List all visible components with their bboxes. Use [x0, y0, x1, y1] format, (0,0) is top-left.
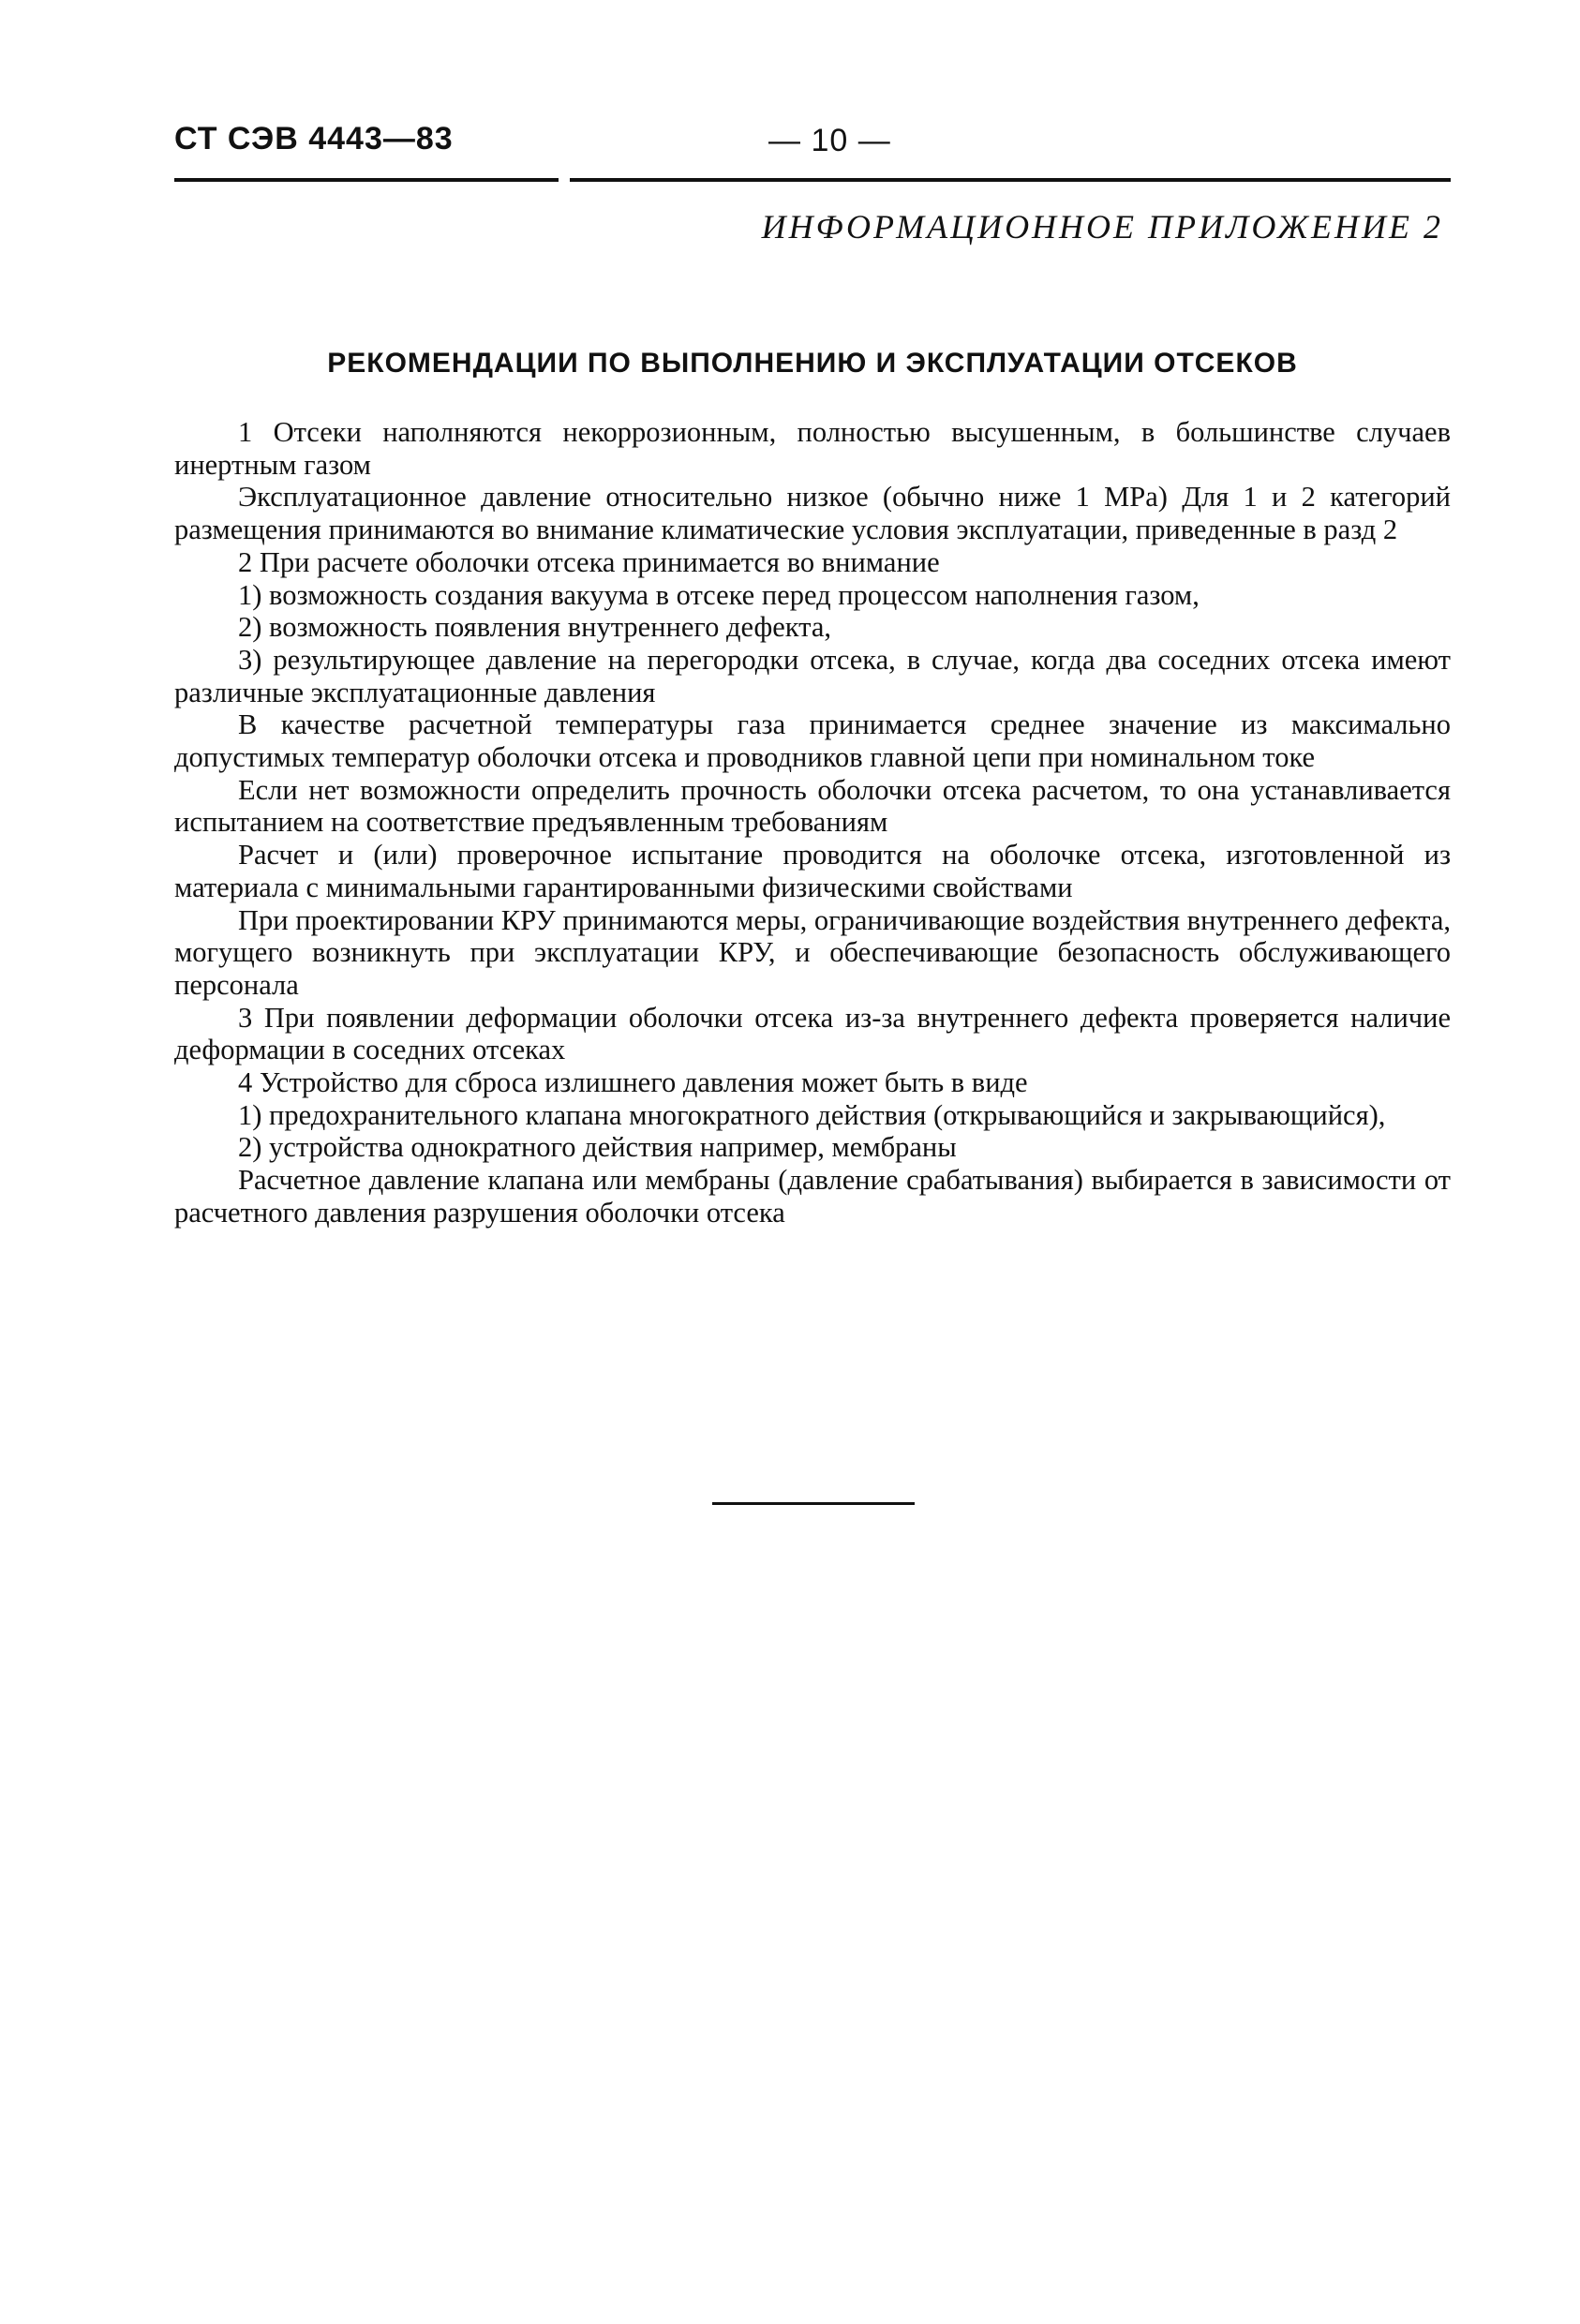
header-rule-left: [174, 178, 559, 182]
paragraph: Расчетное давление клапана или мембраны (давление срабатывания) выбирается в зависимости от расчетного давления разрушения оболочки отсека: [174, 1164, 1451, 1229]
paragraph: Если нет возможности определить прочность оболочки отсека расчетом, то она устанавливается испытанием на соответствие предъявленным требованиям: [174, 773, 1451, 839]
page-number: — 10 —: [768, 123, 891, 158]
end-of-text-rule: [712, 1502, 915, 1505]
paragraph: 1) возможность создания вакуума в отсеке перед процессом наполнения газом,: [238, 578, 1200, 611]
document-code: СТ СЭВ 4443—83: [174, 121, 454, 156]
paragraph: 4 Устройство для сброса излишнего давления может быть в виде: [238, 1066, 1028, 1099]
paragraph: В качестве расчетной температуры газа принимается среднее значение из максимально допустимых температур оболочки отсека и проводников главной цепи при номинальном токе: [174, 708, 1451, 774]
page-header: [0, 0, 1580, 246]
body-text: [174, 416, 1451, 1229]
paragraph: 2) устройства однократного действия например, мембраны: [238, 1131, 957, 1164]
paragraph: Эксплуатационное давление относительно низкое (обычно ниже 1 МРа) Для 1 и 2 категорий размещения принимаются во внимание климатические условия эксплуатации, приведенные в разд 2: [174, 481, 1451, 546]
paragraph: 2 При расчете оболочки отсека принимается во внимание: [238, 545, 940, 578]
paragraph: 1 Отсеки наполняются некоррозионным, полностью высушенным, в большинстве случаев инертным газом: [174, 416, 1451, 481]
paragraph: При проектировании КРУ принимаются меры, ограничивающие воздействия внутреннего дефекта, могущего возникнуть при эксплуатации КРУ, и обеспечивающие безопасность обслуживающего персонала: [174, 903, 1451, 1001]
section-title: РЕКОМЕНДАЦИИ ПО ВЫПОЛНЕНИЮ И ЭКСПЛУАТАЦИИ ОТСЕКОВ: [327, 348, 1298, 379]
paragraph: 2) возможность появления внутреннего дефекта,: [238, 611, 832, 644]
header-rule-right: [570, 178, 1451, 182]
paragraph: Расчет и (или) проверочное испытание проводится на оболочке отсека, изготовленной из материала с минимальными гарантированными физическими свойствами: [174, 839, 1451, 903]
paragraph: 3) результирующее давление на перегородки отсека, в случае, когда два соседних отсека имеют различные эксплуатационные давления: [174, 643, 1451, 708]
appendix-label: ИНФОРМАЦИОННОЕ ПРИЛОЖЕНИЕ 2: [761, 208, 1443, 246]
paragraph: 1) предохранительного клапана многократного действия (открывающийся и закрывающийся),: [238, 1098, 1386, 1131]
paragraph: 3 При появлении деформации оболочки отсека из-за внутреннего дефекта проверяется наличие деформации в соседних отсеках: [174, 1001, 1451, 1066]
